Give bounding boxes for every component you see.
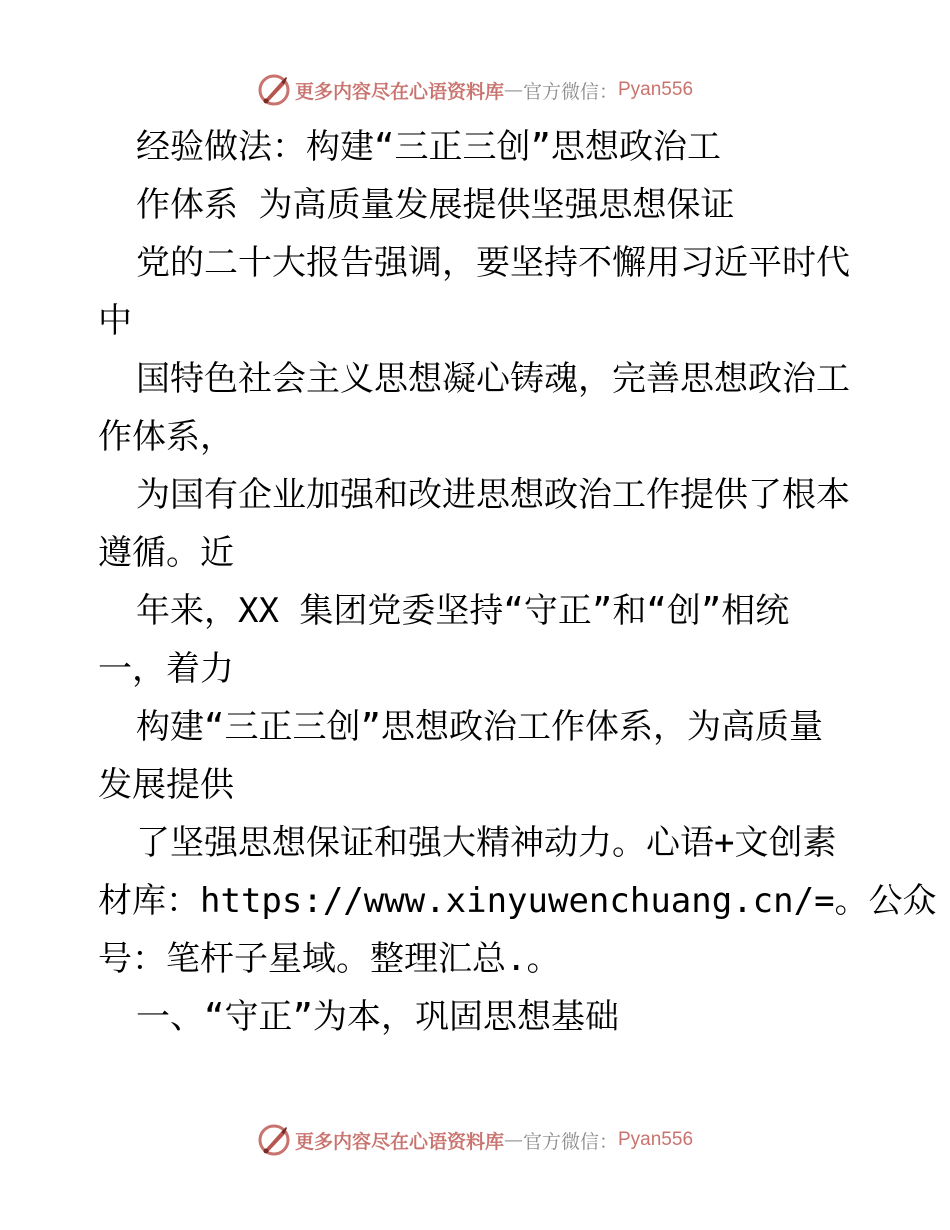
feather-pen-logo-icon [257,73,291,107]
footer-watermark [0,1120,950,1160]
watermark-brand-text: 更多内容尽在心语资料库 [294,80,504,103]
watermark-brand-text: 更多内容尽在心语资料库 [294,1130,504,1153]
section-heading: 一、“守正”为本，巩固思想基础 [136,997,619,1037]
watermark-dash: — [503,1129,523,1151]
paragraph-line: 中 [98,301,132,341]
feather-pen-logo-icon [257,1123,291,1157]
paragraph-line: 党的二十大报告强调，要坚持不懈用习近平时代 [136,243,850,283]
paragraph-line: 发展提供 [98,765,234,805]
document-title-line-2: 作体系 为高质量发展提供坚强思想保证 [136,185,735,225]
watermark-wechat-label: 官方微信： [522,80,618,103]
paragraph-line: 为国有企业加强和改进思想政治工作提供了根本 [136,475,850,515]
paragraph-line: 年来，XX 集团党委坚持“守正”和“创”相统 [136,591,790,631]
watermark-wechat-id: Pyan556 [618,79,694,100]
header-watermark [0,70,950,110]
paragraph-line: 了坚强思想保证和强大精神动力。心语+文创素 [136,823,837,863]
paragraph-line: 遵循。近 [98,533,234,573]
paragraph-line: 号：笔杆子星域。整理汇总.。 [98,939,561,979]
paragraph-line: 国特色社会主义思想凝心铸魂，完善思想政治工 [136,359,850,399]
paragraph-line: 材库：https://www.xinyuwenchuang.cn/=。公众 [98,881,937,921]
paragraph-line: 作体系， [98,417,234,457]
watermark-wechat-id: Pyan556 [618,1129,694,1150]
document-body [98,118,937,1046]
paragraph-line: 一，着力 [98,649,234,689]
watermark-wechat-label: 官方微信： [522,1130,618,1153]
paragraph-line: 构建“三正三创”思想政治工作体系，为高质量 [136,707,823,747]
watermark-dash: — [503,79,523,101]
document-title-line-1: 经验做法：构建“三正三创”思想政治工 [136,127,721,167]
